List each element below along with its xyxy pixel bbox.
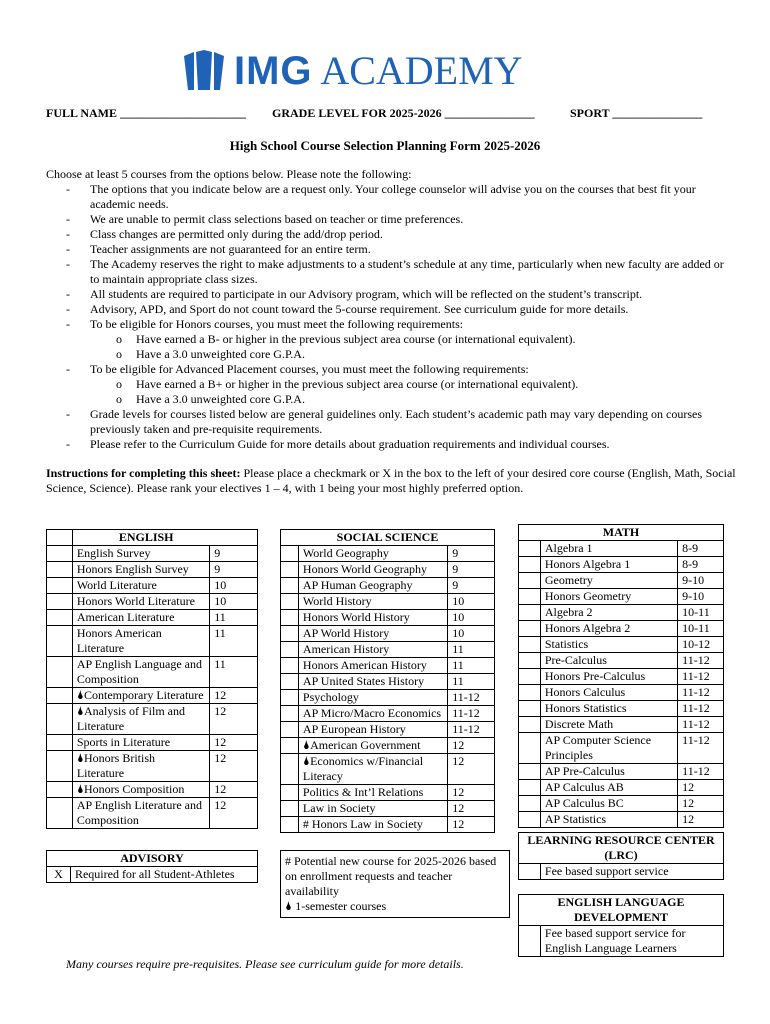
english-checkbox[interactable] bbox=[47, 626, 73, 657]
social-science-checkbox[interactable] bbox=[281, 785, 299, 801]
english-checkbox[interactable] bbox=[47, 782, 73, 798]
math-grade-level: 9-10 bbox=[678, 589, 724, 605]
math-course-name: Geometry bbox=[540, 573, 677, 589]
social-science-checkbox[interactable] bbox=[281, 642, 299, 658]
math-checkbox[interactable] bbox=[519, 621, 541, 637]
social-science-row bbox=[281, 690, 495, 706]
social-science-course-name: AP United States History bbox=[298, 674, 447, 690]
math-heading: MATH bbox=[519, 525, 724, 541]
math-course-name: Discrete Math bbox=[540, 717, 677, 733]
math-checkbox[interactable] bbox=[519, 717, 541, 733]
math-grade-level: 12 bbox=[678, 780, 724, 796]
math-row bbox=[519, 701, 724, 717]
lrc-table bbox=[518, 832, 724, 880]
social-science-course-name: AP Human Geography bbox=[298, 578, 447, 594]
math-checkbox[interactable] bbox=[519, 780, 541, 796]
eld-checkbox[interactable] bbox=[519, 926, 541, 957]
math-checkbox[interactable] bbox=[519, 669, 541, 685]
math-course-name: Algebra 1 bbox=[540, 541, 677, 557]
math-checkbox[interactable] bbox=[519, 589, 541, 605]
math-row bbox=[519, 764, 724, 780]
math-checkbox[interactable] bbox=[519, 812, 541, 828]
math-row bbox=[519, 812, 724, 828]
social-science-grade-level: 12 bbox=[448, 738, 495, 754]
bullet-item: - We are unable to permit class selections based on teacher or time preferences. bbox=[66, 212, 464, 226]
social-science-grade-level: 10 bbox=[448, 594, 495, 610]
shield-logo-icon bbox=[180, 50, 228, 92]
social-science-table bbox=[280, 529, 495, 833]
english-course-name: 🌢Analysis of Film and Literature bbox=[72, 704, 209, 735]
english-checkbox[interactable] bbox=[47, 610, 73, 626]
semester-note: 🌢 1-semester courses bbox=[285, 899, 387, 913]
social-science-row bbox=[281, 642, 495, 658]
english-course-name: AP English Language and Composition bbox=[72, 657, 209, 688]
math-checkbox[interactable] bbox=[519, 764, 541, 780]
english-checkbox[interactable] bbox=[47, 546, 73, 562]
math-course-name: AP Calculus BC bbox=[540, 796, 677, 812]
english-grade-level: 12 bbox=[210, 688, 258, 704]
social-science-checkbox[interactable] bbox=[281, 658, 299, 674]
social-science-checkbox[interactable] bbox=[281, 801, 299, 817]
math-row bbox=[519, 573, 724, 589]
social-science-checkbox[interactable] bbox=[281, 594, 299, 610]
social-science-checkbox[interactable] bbox=[281, 690, 299, 706]
math-checkbox[interactable] bbox=[519, 541, 541, 557]
advisory-heading: ADVISORY bbox=[47, 851, 258, 867]
english-row bbox=[47, 594, 258, 610]
social-science-checkbox[interactable] bbox=[281, 817, 299, 833]
social-science-checkbox[interactable] bbox=[281, 546, 299, 562]
social-science-grade-level: 12 bbox=[448, 817, 495, 833]
math-checkbox[interactable] bbox=[519, 733, 541, 764]
honors-requirements: - To be eligible for Honors courses, you must meet the following requirements: bbox=[66, 317, 464, 331]
img-academy-logo bbox=[180, 50, 600, 92]
math-grade-level: 12 bbox=[678, 812, 724, 828]
math-course-name: AP Pre-Calculus bbox=[540, 764, 677, 780]
english-row bbox=[47, 626, 258, 657]
english-course-name: AP English Literature and Composition bbox=[72, 798, 209, 829]
math-course-name: Statistics bbox=[540, 637, 677, 653]
social-science-course-name: 🌢Economics w/Financial Literacy bbox=[298, 754, 447, 785]
lrc-heading: LEARNING RESOURCE CENTER (LRC) bbox=[519, 833, 724, 864]
social-science-course-name: Psychology bbox=[298, 690, 447, 706]
english-grade-level: 10 bbox=[210, 594, 258, 610]
english-row bbox=[47, 751, 258, 782]
bullet-item: - All students are required to participate in our Advisory program, which will be reflected on the student’s transcript. bbox=[66, 287, 643, 301]
form-title: High School Course Selection Planning Form 2025-2026 bbox=[229, 138, 541, 153]
social-science-course-name: Law in Society bbox=[298, 801, 447, 817]
english-checkbox[interactable] bbox=[47, 704, 73, 735]
social-science-row bbox=[281, 817, 495, 833]
social-science-grade-level: 11 bbox=[448, 674, 495, 690]
social-science-grade-level: 9 bbox=[448, 578, 495, 594]
social-science-checkbox[interactable] bbox=[281, 674, 299, 690]
social-science-grade-level: 10 bbox=[448, 626, 495, 642]
social-science-course-name: Honors American History bbox=[298, 658, 447, 674]
social-science-row bbox=[281, 658, 495, 674]
english-checkbox[interactable] bbox=[47, 688, 73, 704]
english-course-name: 🌢Contemporary Literature bbox=[72, 688, 209, 704]
full-name-field[interactable]: FULL NAME _____________________ bbox=[46, 106, 247, 120]
english-row bbox=[47, 735, 258, 751]
math-checkbox[interactable] bbox=[519, 573, 541, 589]
math-course-name: Honors Geometry bbox=[540, 589, 677, 605]
social-science-grade-level: 11 bbox=[448, 658, 495, 674]
social-science-course-name: American History bbox=[298, 642, 447, 658]
social-science-checkbox[interactable] bbox=[281, 562, 299, 578]
math-row bbox=[519, 637, 724, 653]
english-grade-level: 11 bbox=[210, 610, 258, 626]
advisory-text: Required for all Student-Athletes bbox=[70, 867, 257, 883]
math-row bbox=[519, 733, 724, 764]
eld-text: Fee based support service for English Language Learners bbox=[540, 926, 723, 957]
math-grade-level: 11-12 bbox=[678, 701, 724, 717]
instructions-intro bbox=[46, 167, 726, 452]
social-science-row bbox=[281, 754, 495, 785]
english-grade-level: 12 bbox=[210, 751, 258, 782]
social-science-checkbox[interactable] bbox=[281, 626, 299, 642]
social-science-row bbox=[281, 738, 495, 754]
english-course-name: Honors English Survey bbox=[72, 562, 209, 578]
bullet-item: - The options that you indicate below are a request only. Your college counselor will advise you on the courses that best fit your academic needs. bbox=[66, 182, 696, 211]
math-grade-level: 11-12 bbox=[678, 669, 724, 685]
social-science-row bbox=[281, 610, 495, 626]
english-row bbox=[47, 657, 258, 688]
english-checkbox[interactable] bbox=[47, 657, 73, 688]
social-science-course-name: World History bbox=[298, 594, 447, 610]
math-grade-level: 8-9 bbox=[678, 541, 724, 557]
sport-field[interactable]: SPORT _______________ bbox=[570, 106, 703, 120]
math-row bbox=[519, 717, 724, 733]
social-science-course-name: # Honors Law in Society bbox=[298, 817, 447, 833]
english-course-name: Honors World Literature bbox=[72, 594, 209, 610]
social-science-row bbox=[281, 722, 495, 738]
social-science-checkbox[interactable] bbox=[281, 738, 299, 754]
new-course-note: # Potential new course for 2025-2026 based on enrollment requests and teacher availability bbox=[285, 854, 497, 898]
english-row bbox=[47, 704, 258, 735]
english-grade-level: 12 bbox=[210, 735, 258, 751]
social-science-row bbox=[281, 594, 495, 610]
social-science-course-name: AP World History bbox=[298, 626, 447, 642]
social-science-course-name: Honors World History bbox=[298, 610, 447, 626]
social-science-course-name: Politics & Int’l Relations bbox=[298, 785, 447, 801]
bullet-item: - Please refer to the Curriculum Guide for more details about graduation requirements and individual courses. bbox=[66, 437, 610, 451]
english-grade-level: 10 bbox=[210, 578, 258, 594]
advisory-checkbox[interactable]: X bbox=[47, 867, 71, 883]
bullet-item: - The Academy reserves the right to make adjustments to a student’s schedule at any time, particularly when new faculty are added or to maintain appropriate class sizes. bbox=[66, 257, 724, 286]
english-checkbox[interactable] bbox=[47, 578, 73, 594]
english-row bbox=[47, 578, 258, 594]
social-science-row bbox=[281, 706, 495, 722]
math-grade-level: 11-12 bbox=[678, 717, 724, 733]
english-course-name: Honors American Literature bbox=[72, 626, 209, 657]
social-science-grade-level: 10 bbox=[448, 610, 495, 626]
intro-text: Choose at least 5 courses from the options below. Please note the following: bbox=[46, 167, 412, 181]
english-course-name: World Literature bbox=[72, 578, 209, 594]
english-row bbox=[47, 688, 258, 704]
math-row bbox=[519, 541, 724, 557]
grade-level-field[interactable]: GRADE LEVEL FOR 2025-2026 _______________ bbox=[272, 106, 535, 120]
math-course-name: AP Statistics bbox=[540, 812, 677, 828]
math-checkbox[interactable] bbox=[519, 701, 541, 717]
social-science-row bbox=[281, 674, 495, 690]
social-science-course-name: AP European History bbox=[298, 722, 447, 738]
math-course-name: Honors Statistics bbox=[540, 701, 677, 717]
social-science-grade-level: 12 bbox=[448, 785, 495, 801]
social-science-row bbox=[281, 801, 495, 817]
math-grade-level: 12 bbox=[678, 796, 724, 812]
lrc-checkbox[interactable] bbox=[519, 864, 541, 880]
math-course-name: Honors Algebra 2 bbox=[540, 621, 677, 637]
social-science-grade-level: 11-12 bbox=[448, 690, 495, 706]
english-heading: ENGLISH bbox=[72, 530, 257, 546]
english-grade-level: 9 bbox=[210, 562, 258, 578]
english-grade-level: 12 bbox=[210, 782, 258, 798]
eld-heading: ENGLISH LANGUAGE DEVELOPMENT bbox=[519, 895, 724, 926]
english-checkbox[interactable] bbox=[47, 798, 73, 829]
sub-bullet: o Have a 3.0 unweighted core G.P.A. bbox=[116, 347, 305, 361]
math-grade-level: 11-12 bbox=[678, 685, 724, 701]
math-grade-level: 11-12 bbox=[678, 653, 724, 669]
math-course-name: Algebra 2 bbox=[540, 605, 677, 621]
math-grade-level: 8-9 bbox=[678, 557, 724, 573]
math-row bbox=[519, 557, 724, 573]
math-grade-level: 11-12 bbox=[678, 733, 724, 764]
english-row bbox=[47, 782, 258, 798]
math-checkbox[interactable] bbox=[519, 637, 541, 653]
social-science-grade-level: 9 bbox=[448, 546, 495, 562]
math-grade-level: 10-11 bbox=[678, 605, 724, 621]
social-science-row bbox=[281, 626, 495, 642]
social-science-checkbox[interactable] bbox=[281, 610, 299, 626]
bullet-item: - Teacher assignments are not guaranteed for an entire term. bbox=[66, 242, 371, 256]
social-science-course-name: 🌢American Government bbox=[298, 738, 447, 754]
logo-wordmark: IMG ACADEMY bbox=[234, 48, 523, 93]
eld-table bbox=[518, 894, 724, 957]
sub-bullet: o Have a 3.0 unweighted core G.P.A. bbox=[116, 392, 305, 406]
footer-note: Many courses require pre-requisites. Please see curriculum guide for more details. bbox=[66, 957, 464, 971]
math-checkbox[interactable] bbox=[519, 605, 541, 621]
ap-requirements: - To be eligible for Advanced Placement courses, you must meet the following requirements: bbox=[66, 362, 529, 376]
math-checkbox[interactable] bbox=[519, 685, 541, 701]
math-row bbox=[519, 669, 724, 685]
english-course-name: Sports in Literature bbox=[72, 735, 209, 751]
social-science-grade-level: 11 bbox=[448, 642, 495, 658]
math-row bbox=[519, 621, 724, 637]
bullet-item: - Grade levels for courses listed below are general guidelines only. Each student’s academic path may vary depending on courses previously taken and pre-requisite requirements. bbox=[66, 407, 703, 436]
math-checkbox[interactable] bbox=[519, 557, 541, 573]
social-science-checkbox[interactable] bbox=[281, 706, 299, 722]
math-course-name: AP Calculus AB bbox=[540, 780, 677, 796]
social-science-course-name: Honors World Geography bbox=[298, 562, 447, 578]
social-science-row bbox=[281, 562, 495, 578]
english-row bbox=[47, 798, 258, 829]
math-grade-level: 9-10 bbox=[678, 573, 724, 589]
english-table bbox=[46, 529, 258, 829]
english-course-name: 🌢Honors British Literature bbox=[72, 751, 209, 782]
english-grade-level: 12 bbox=[210, 704, 258, 735]
advisory-table bbox=[46, 850, 258, 883]
english-row bbox=[47, 562, 258, 578]
social-science-grade-level: 9 bbox=[448, 562, 495, 578]
english-checkbox[interactable] bbox=[47, 735, 73, 751]
social-science-grade-level: 12 bbox=[448, 754, 495, 785]
sub-bullet: o Have earned a B+ or higher in the previous subject area course (or international equivalent). bbox=[116, 377, 579, 391]
english-grade-level: 11 bbox=[210, 657, 258, 688]
legend-box bbox=[280, 850, 510, 918]
math-course-name: AP Computer Science Principles bbox=[540, 733, 677, 764]
social-science-row bbox=[281, 785, 495, 801]
social-science-checkbox[interactable] bbox=[281, 722, 299, 738]
social-science-row bbox=[281, 578, 495, 594]
math-course-name: Honors Pre-Calculus bbox=[540, 669, 677, 685]
english-course-name: American Literature bbox=[72, 610, 209, 626]
math-row bbox=[519, 605, 724, 621]
bullet-item: - Class changes are permitted only during the add/drop period. bbox=[66, 227, 383, 241]
math-row bbox=[519, 589, 724, 605]
math-course-name: Pre-Calculus bbox=[540, 653, 677, 669]
sub-bullet: o Have earned a B- or higher in the previous subject area course (or international equivalent). bbox=[116, 332, 576, 346]
social-science-checkbox[interactable] bbox=[281, 578, 299, 594]
english-grade-level: 11 bbox=[210, 626, 258, 657]
math-grade-level: 10-11 bbox=[678, 621, 724, 637]
english-course-name: English Survey bbox=[72, 546, 209, 562]
social-science-heading: SOCIAL SCIENCE bbox=[281, 530, 495, 546]
math-table bbox=[518, 524, 724, 828]
social-science-grade-level: 12 bbox=[448, 801, 495, 817]
bullet-item: - Advisory, APD, and Sport do not count toward the 5-course requirement. See curriculum guide for more details. bbox=[66, 302, 629, 316]
english-grade-level: 12 bbox=[210, 798, 258, 829]
math-checkbox[interactable] bbox=[519, 796, 541, 812]
social-science-row bbox=[281, 546, 495, 562]
english-grade-level: 9 bbox=[210, 546, 258, 562]
social-science-course-name: World Geography bbox=[298, 546, 447, 562]
english-checkbox[interactable] bbox=[47, 562, 73, 578]
english-checkbox[interactable] bbox=[47, 751, 73, 782]
social-science-checkbox[interactable] bbox=[281, 754, 299, 785]
math-grade-level: 10-12 bbox=[678, 637, 724, 653]
math-row bbox=[519, 653, 724, 669]
social-science-grade-level: 11-12 bbox=[448, 706, 495, 722]
lrc-text: Fee based support service bbox=[540, 864, 723, 880]
english-row bbox=[47, 546, 258, 562]
math-course-name: Honors Algebra 1 bbox=[540, 557, 677, 573]
math-course-name: Honors Calculus bbox=[540, 685, 677, 701]
math-row bbox=[519, 780, 724, 796]
social-science-grade-level: 11-12 bbox=[448, 722, 495, 738]
english-checkbox[interactable] bbox=[47, 594, 73, 610]
social-science-course-name: AP Micro/Macro Economics bbox=[298, 706, 447, 722]
english-course-name: 🌢Honors Composition bbox=[72, 782, 209, 798]
math-checkbox[interactable] bbox=[519, 653, 541, 669]
completion-instructions: Instructions for completing this sheet: Please place a checkmark or X in the box to the left of your desired core course (English, Math, Social Science, Science). Please rank your electives 1 – 4, with 1 being your most highly preferred option. bbox=[46, 466, 736, 495]
english-row bbox=[47, 610, 258, 626]
math-grade-level: 11-12 bbox=[678, 764, 724, 780]
math-row bbox=[519, 685, 724, 701]
math-row bbox=[519, 796, 724, 812]
